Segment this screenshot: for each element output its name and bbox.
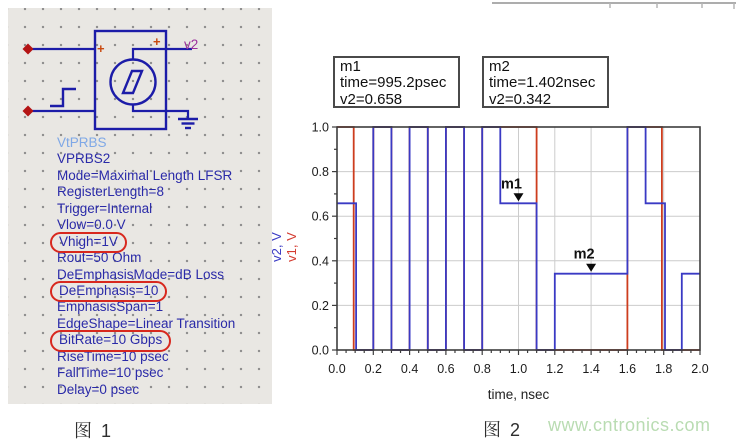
marker-time: time=1.402nsec xyxy=(489,74,596,92)
marker-name: m1 xyxy=(340,58,361,75)
param-line-highlighted xyxy=(57,332,271,348)
marker-label-m2: m2 xyxy=(573,246,595,263)
y-axis-titles xyxy=(269,232,299,262)
marker-time: time=995.2psec xyxy=(340,74,447,92)
step-waveform-icon xyxy=(50,89,76,106)
param-line: VtPRBS xyxy=(57,135,107,150)
prbs-source-symbol xyxy=(8,8,272,148)
svg-text:v1, V: v1, V xyxy=(284,232,299,262)
svg-text:0.6: 0.6 xyxy=(437,362,455,376)
red-circle-annotation: DeEmphasis=10 xyxy=(50,281,167,302)
x-axis-title xyxy=(488,387,550,402)
x-axis-title: time, nsec xyxy=(487,387,550,402)
red-circle-annotation: BitRate=10 Gbps xyxy=(50,330,171,351)
param-line: EdgeShape=Linear Transition xyxy=(57,315,236,331)
figure2-caption: 图 2 xyxy=(483,420,523,440)
param-line: Vlow=0.0 V xyxy=(57,217,126,233)
marker-value: v2=0.342 xyxy=(489,90,552,108)
marker-triangle-m1[interactable] xyxy=(514,193,524,201)
pin-diamond-top xyxy=(23,44,34,55)
svg-text:0.6: 0.6 xyxy=(311,209,329,224)
param-line: VPRBS2 xyxy=(57,151,111,167)
svg-text:1.0: 1.0 xyxy=(311,120,329,135)
source-circle xyxy=(111,60,156,105)
transition-glyph xyxy=(123,71,142,93)
x-tick-labels xyxy=(328,362,708,376)
param-line: RegisterLength=8 xyxy=(57,184,164,200)
marker-triangle-m2[interactable] xyxy=(586,264,596,272)
marker-label-m1: m1 xyxy=(501,176,522,193)
marker-name: m2 xyxy=(489,58,510,75)
schematic-panel xyxy=(8,8,272,404)
param-line: Mode=Maximal Length LFSR xyxy=(57,167,233,183)
svg-text:2.0: 2.0 xyxy=(691,362,709,376)
svg-text:1.6: 1.6 xyxy=(618,362,637,376)
ground-icon xyxy=(178,119,198,128)
svg-text:0.0: 0.0 xyxy=(311,343,329,358)
param-line: DeEmphasisMode=dB Loss xyxy=(57,266,224,282)
svg-text:1.4: 1.4 xyxy=(582,362,600,376)
svg-text:0.4: 0.4 xyxy=(400,362,419,376)
svg-text:1.0: 1.0 xyxy=(509,362,528,376)
figure1-caption: 图 1 xyxy=(74,421,114,441)
node-label-v2: v2 xyxy=(184,37,199,52)
red-circle-annotation: Vhigh=1V xyxy=(50,232,127,253)
plus-sign-left: + xyxy=(97,41,105,56)
svg-text:0.0: 0.0 xyxy=(328,362,346,376)
marker-m2[interactable] xyxy=(574,247,596,272)
param-line: Trigger=Internal xyxy=(57,200,153,216)
svg-text:0.2: 0.2 xyxy=(364,362,382,376)
plus-sign-top: + xyxy=(153,34,161,49)
svg-text:0.4: 0.4 xyxy=(311,254,329,269)
param-line-highlighted xyxy=(57,234,271,250)
param-line: EmphasisSpan=1 xyxy=(57,299,164,315)
pin-diamond-bottom xyxy=(23,106,34,117)
marker-m1[interactable] xyxy=(501,176,523,201)
param-line-highlighted xyxy=(57,283,271,299)
component-parameter-list xyxy=(57,135,271,398)
param-line: FallTime=10 psec xyxy=(57,365,164,381)
param-line: Delay=0 psec xyxy=(57,381,140,397)
wire-ground xyxy=(133,105,188,120)
param-line: Rout=50 Ohm xyxy=(57,250,142,266)
svg-text:0.8: 0.8 xyxy=(473,362,491,376)
svg-text:0.8: 0.8 xyxy=(311,165,329,180)
y-tick-labels xyxy=(312,121,329,358)
svg-text:v2, V: v2, V xyxy=(269,232,284,262)
svg-text:1.2: 1.2 xyxy=(546,362,564,376)
marker-readout-m1[interactable] xyxy=(333,56,460,108)
svg-text:1.8: 1.8 xyxy=(655,362,673,376)
marker-value: v2=0.658 xyxy=(340,90,403,108)
watermark: www.cntronics.com xyxy=(548,415,711,435)
param-line: RiseTime=10 psec xyxy=(57,348,169,364)
waveform-chart xyxy=(260,110,736,442)
marker-readout-m2[interactable] xyxy=(482,56,609,108)
svg-text:0.2: 0.2 xyxy=(311,298,329,313)
cropped-table-edge xyxy=(488,0,736,10)
